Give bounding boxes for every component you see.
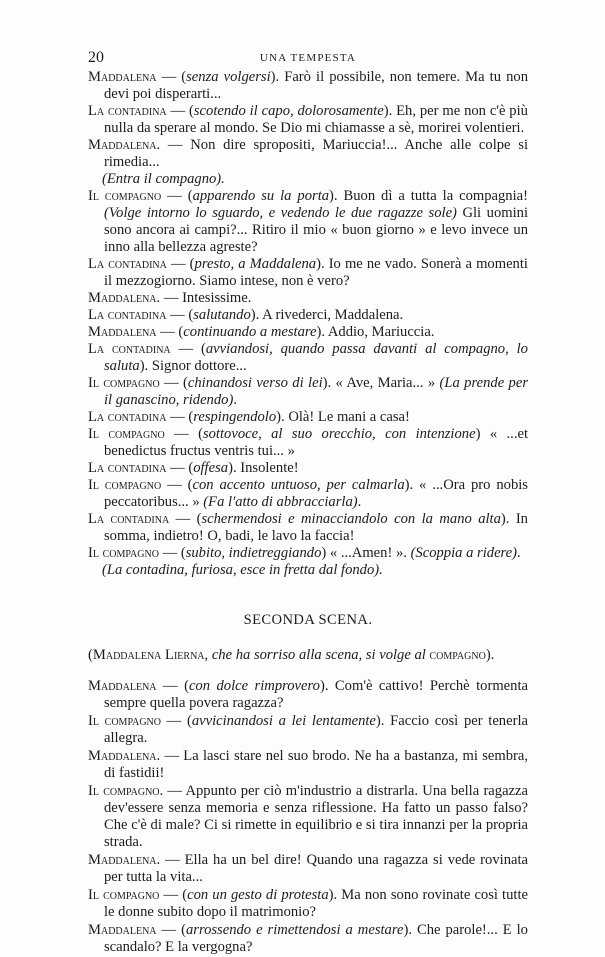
dialogue-line — [88, 290, 528, 307]
running-title: UNA TEMPESTA — [259, 52, 357, 64]
speaker-name: Maddalena — [88, 748, 157, 764]
dialogue-line — [88, 409, 528, 426]
line-text: . — La lasci stare nel suo brodo. Ne ha a bastanza, mi sembra, di fastidii! — [104, 748, 528, 781]
speaker-name: Il compagno — [88, 887, 160, 903]
line-text: — ( — [160, 713, 192, 729]
line-text: ). Io me ne vado. Sonerà a momenti il mezzogiorno. Siamo intese, non è vero? — [104, 256, 528, 289]
line-text: . — Intesissime. — [156, 290, 252, 306]
direction: offesa — [193, 460, 229, 476]
speaker-name: Il compagno — [88, 426, 165, 442]
dialogue-line — [88, 256, 528, 290]
line-text: ). Ma non sono rovinate così tutte le donne subito dopo il matrimonio? — [104, 887, 528, 920]
line-text: ). Signor dottore... — [139, 358, 247, 374]
speaker-name: Il compagno — [88, 713, 161, 729]
dialogue-line — [88, 137, 528, 171]
dialogue-line — [88, 307, 528, 324]
speaker-name: La contadina — [88, 511, 170, 527]
speaker-name: La contadina — [88, 256, 167, 272]
speaker-name: La contadina — [88, 103, 167, 119]
line-text: ). Olà! Le mani a casa! — [276, 409, 410, 425]
line-text: — ( — [161, 477, 193, 493]
stage-direction — [88, 562, 528, 579]
dialogue-line — [88, 852, 528, 886]
line-text: — ( — [156, 324, 184, 340]
line-text: — ( — [156, 678, 189, 694]
stage-direction — [88, 171, 528, 188]
direction: (Fa l'atto di abbracciarla) — [203, 494, 358, 510]
speaker-name: Maddalena — [88, 324, 157, 340]
line-text: ). Eh, per me non c'è più nulla da sperare al mondo. Se Dio mi chiamasse a sè, morirei volentieri. — [104, 103, 528, 136]
line-text: — ( — [166, 460, 194, 476]
direction: (La prende per il ganascino, ridendo) — [104, 375, 529, 408]
line-text: ). In somma, indietro! O, badi, le lavo la faccia! — [104, 511, 528, 544]
dialogue-line — [88, 460, 528, 477]
line-text: — ( — [161, 188, 193, 204]
dialogue-line — [88, 103, 528, 137]
line-text: . — Ella ha un bel dire! Quando una ragazza si vede rovinata per tutta la vita... — [104, 852, 528, 885]
speaker-name: Il compagno — [88, 375, 160, 391]
dialogue-line — [88, 69, 528, 103]
scene-intro: (Maddalena Lierna, che ha sorriso alla scena, si volge al compagno). — [88, 647, 495, 663]
dialogue-line — [88, 426, 528, 460]
line-text: ) « ...Amen! ». — [321, 545, 407, 561]
speaker-name: Maddalena — [88, 137, 157, 153]
line-text: . — [357, 494, 362, 510]
dialogue-section-2 — [88, 678, 528, 956]
direction: presto, a Maddalena — [194, 256, 317, 272]
line-text: — ( — [156, 69, 187, 85]
stage-direction-text: (La contadina, furiosa, esce in fretta dal fondo). — [102, 562, 383, 578]
dialogue-line — [88, 375, 528, 409]
line-text: Gli uomini sono ancora ai campi?... Ritiro il mio « buon giorno » e levo invece un inno alla bellezza agreste? — [104, 205, 529, 255]
direction: con dolce rimprovero — [188, 678, 320, 694]
speaker-name: Il compagno — [88, 188, 162, 204]
line-text: . — Appunto per ciò m'industrio a distrarla. Una bella ragazza dev'essere senza memoria e senza riflessione. Ha fatto un passo falso? Che c'è di male? Ci si rimette in equilibrio e si tira innanzi per la propria strada. — [104, 783, 528, 850]
speaker-name: Il compagno — [88, 783, 160, 799]
dialogue-line — [88, 887, 528, 921]
line-text: — ( — [159, 375, 188, 391]
direction: chinandosi verso di lei — [187, 375, 323, 391]
direction: avvicinandosi a lei lentamente — [191, 713, 376, 729]
dialogue-line — [88, 922, 528, 956]
direction: senza volgersi — [186, 69, 271, 85]
speaker-name: Maddalena — [88, 69, 157, 85]
speaker-name: La contadina — [88, 409, 167, 425]
dialogue-line — [88, 188, 528, 256]
direction: respingendolo — [193, 409, 277, 425]
direction: con accento untuoso, per calmarla — [192, 477, 405, 493]
line-text: ). Addio, Mariuccia. — [316, 324, 435, 340]
speaker-name: La contadina — [88, 460, 167, 476]
speaker-name: Maddalena — [88, 290, 157, 306]
line-text: — ( — [166, 103, 194, 119]
dialogue-line — [88, 748, 528, 782]
direction: sottovoce, al suo orecchio, con intenzione — [202, 426, 476, 442]
direction: continuando a mestare — [183, 324, 317, 340]
line-text: ). Insolente! — [228, 460, 299, 476]
direction: salutando — [193, 307, 251, 323]
dialogue-line — [88, 678, 528, 712]
line-text: ). Che parole!... E lo scandalo? E la vergogna? — [104, 922, 528, 955]
direction: apparendo su la porta — [192, 188, 330, 204]
line-text: ). Farò il possibile, non temere. Ma tu non devi poi disperarti... — [104, 69, 528, 102]
speaker-name: Maddalena — [88, 922, 157, 938]
line-text: — ( — [166, 256, 195, 272]
line-text: — ( — [166, 307, 194, 323]
direction: schermendosi e minacciandolo con la mano alta — [201, 511, 501, 527]
dialogue-line — [88, 713, 528, 747]
direction: con un gesto di protesta — [187, 887, 329, 903]
line-text: . — Non dire spropositi, Mariuccia!... Anche alle colpe si rimedia... — [104, 137, 528, 170]
line-text: ) « ...et benedictus fructus ventris tui... » — [104, 426, 528, 459]
line-text: . — [233, 392, 237, 408]
line-text: ). A rivederci, Maddalena. — [250, 307, 404, 323]
dialogue-line — [88, 324, 528, 341]
page-header — [88, 47, 528, 69]
stage-direction-text: (Entra il compagno). — [102, 171, 225, 187]
speaker-name: Il compagno — [88, 477, 162, 493]
dialogue-line — [88, 545, 528, 562]
direction: (Scoppia a ridere) — [410, 545, 518, 561]
line-text: ). « ...Ora pro nobis peccatoribus... » — [104, 477, 528, 510]
line-text: — ( — [156, 922, 186, 938]
dialogue-line — [88, 341, 528, 375]
direction: (Volge intorno lo sguardo, e vedendo le due ragazze sole) — [104, 205, 457, 221]
direction: subito, indietreggiando — [185, 545, 322, 561]
line-text: — ( — [158, 545, 186, 561]
dialogue-line — [88, 477, 528, 511]
scene-title: SECONDA SCENA. — [243, 612, 373, 628]
speaker-name: La contadina — [88, 307, 167, 323]
speaker-name: Maddalena — [88, 678, 157, 694]
line-text: ). Buon dì a tutta la compagnia! — [329, 188, 528, 204]
line-text: — ( — [159, 887, 188, 903]
dialogue-line — [88, 511, 528, 545]
line-text: — ( — [164, 426, 203, 442]
direction: arrossendo e rimettendosi a mestare — [185, 922, 404, 938]
line-text: . — [517, 545, 521, 561]
speaker-name: La contadina — [88, 341, 171, 357]
dialogue-section-1 — [88, 69, 528, 579]
line-text: — ( — [170, 341, 206, 357]
dialogue-line — [88, 783, 528, 851]
page — [88, 47, 528, 957]
speaker-name: Il compagno — [88, 545, 159, 561]
line-text: ). « Ave, Maria... » — [322, 375, 436, 391]
direction: scotendo il capo, dolorosamente — [193, 103, 384, 119]
speaker-name: Maddalena — [88, 852, 157, 868]
line-text: — ( — [166, 409, 194, 425]
page-number: 20 — [88, 49, 104, 66]
line-text: ). Com'è cattivo! Perchè tormenta sempre quella povera ragazza? — [104, 678, 528, 711]
line-text: — ( — [169, 511, 202, 527]
direction: avviandosi, quando passa davanti al compagno, lo saluta — [104, 341, 528, 374]
line-text: ). Faccio così per tenerla allegra. — [104, 713, 528, 746]
